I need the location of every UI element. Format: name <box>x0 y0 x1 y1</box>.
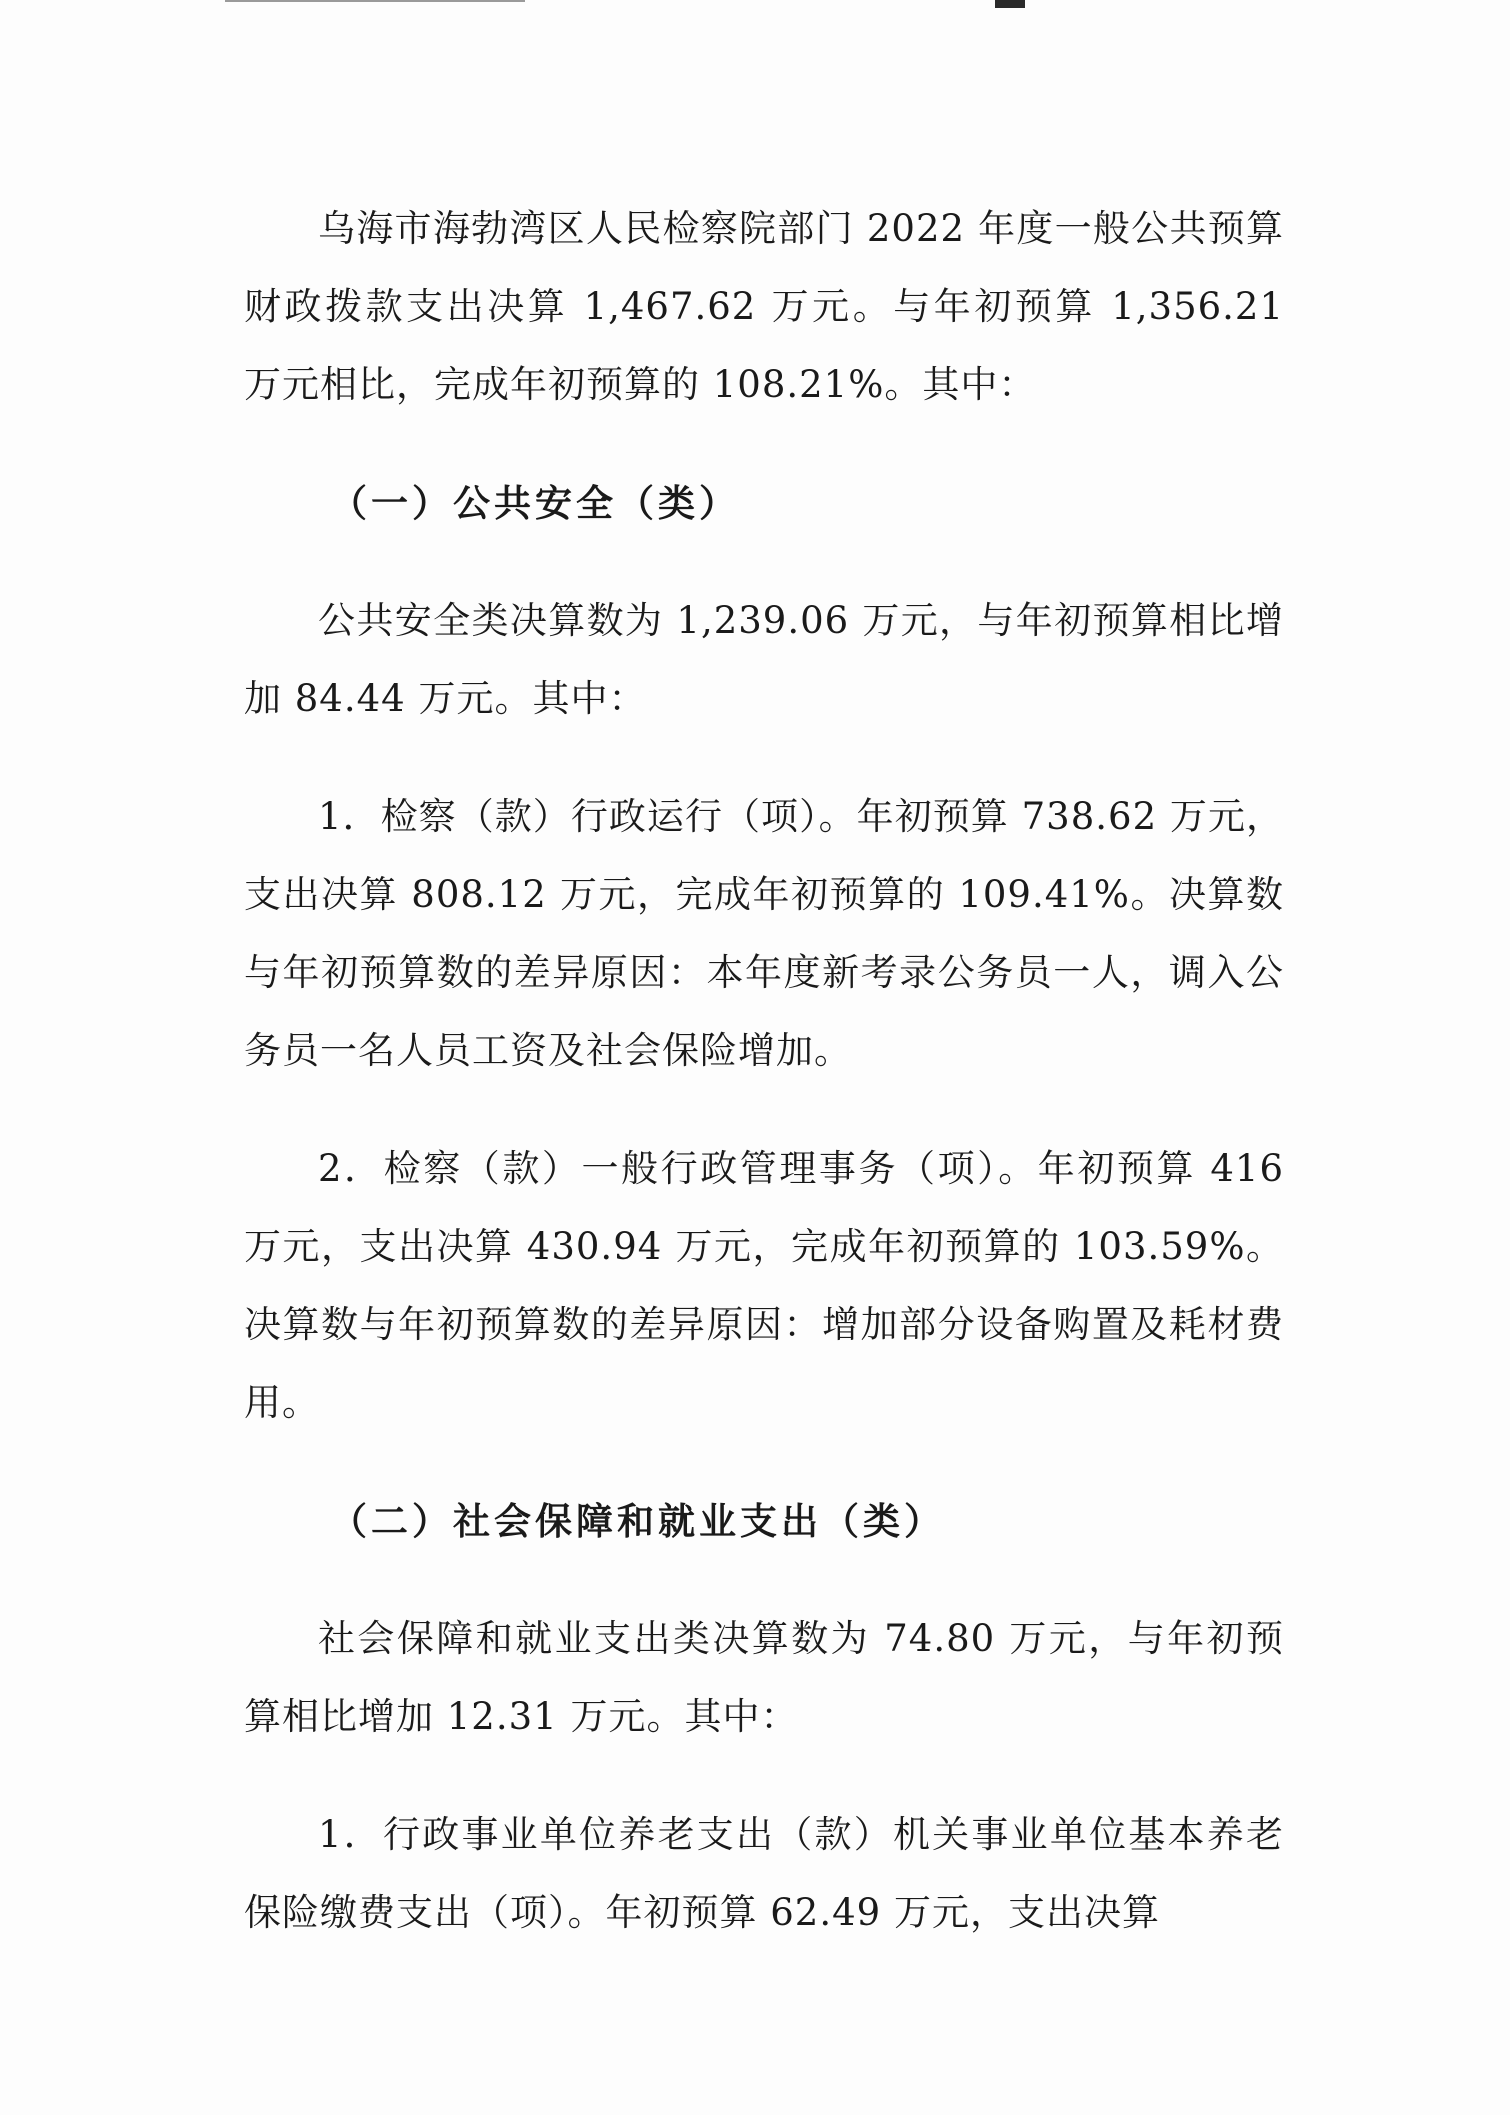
scan-edge-mark <box>995 0 1025 8</box>
heading-public-security: （一）公共安全（类） <box>330 481 740 525</box>
scan-edge-line <box>225 0 525 2</box>
paragraph-item-pension-insurance: 1．行政事业单位养老支出（款）机关事业单位基本养老保险缴费支出（项）。年初预算 62.49 万元，支出决算 <box>244 1813 1284 1934</box>
document-body <box>244 190 1284 1952</box>
heading-social-security: （二）社会保障和就业支出（类） <box>330 1499 945 1543</box>
paragraph-item-administrative-operation: 1．检察（款）行政运行（项）。年初预算 738.62 万元，支出决算 808.12 万元，完成年初预算的 109.41%。决算数与年初预算数的差异原因：本年度新考录公务员一人，调入公务员一名人员工资及社会保险增加。 <box>244 795 1284 1072</box>
paragraph-social-security-total: 社会保障和就业支出类决算数为 74.80 万元，与年初预算相比增加 12.31 万元。其中： <box>244 1617 1284 1738</box>
paragraph-item-general-administration: 2．检察（款）一般行政管理事务（项）。年初预算 416 万元，支出决算 430.94 万元，完成年初预算的 103.59%。决算数与年初预算数的差异原因：增加部分设备购置及耗材费用。 <box>244 1147 1284 1424</box>
paragraph-public-security-total: 公共安全类决算数为 1,239.06 万元，与年初预算相比增加 84.44 万元。其中： <box>244 599 1284 720</box>
paragraph-budget-summary: 乌海市海勃湾区人民检察院部门 2022 年度一般公共预算财政拨款支出决算 1,467.62 万元。与年初预算 1,356.21 万元相比，完成年初预算的 108.21%。其中： <box>244 207 1284 406</box>
